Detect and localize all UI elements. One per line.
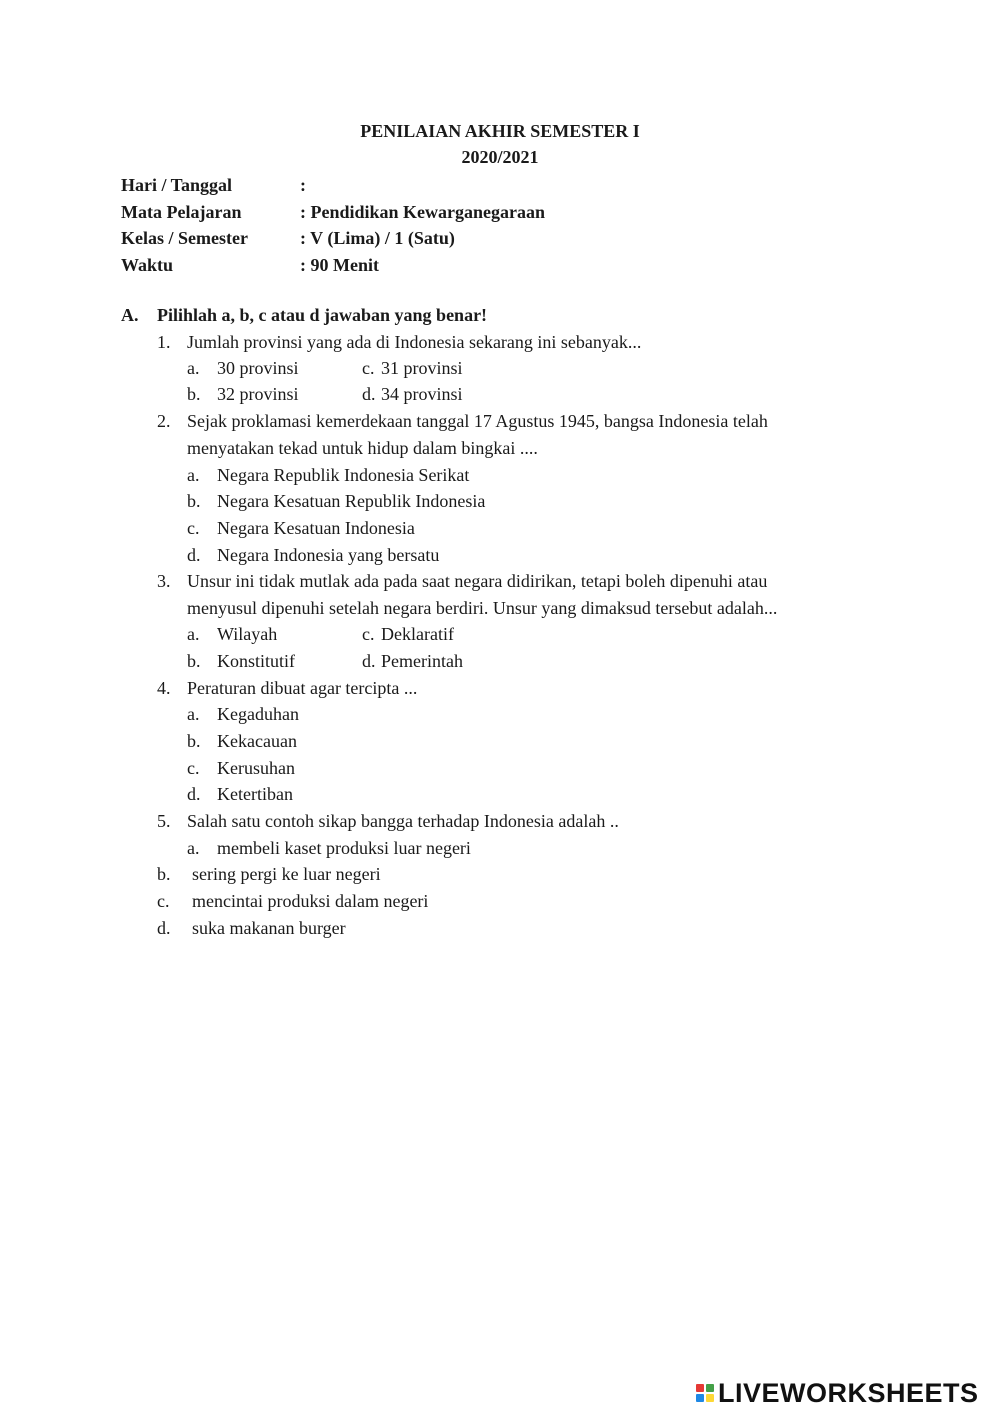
question-text: Jumlah provinsi yang ada di Indonesia sekarang ini sebanyak... [187, 332, 642, 352]
option-letter: c. [187, 758, 200, 778]
option-letter: a. [187, 838, 200, 858]
page-title: PENILAIAN AKHIR SEMESTER I [360, 121, 640, 141]
option-letter: d. [187, 784, 201, 804]
option-letter: a. [187, 704, 200, 724]
option-letter: d. [157, 918, 171, 938]
meta-value-time: : 90 Menit [300, 255, 379, 275]
option-text: 31 provinsi [381, 358, 463, 378]
option-letter: c. [362, 358, 375, 378]
option-text: Negara Indonesia yang bersatu [217, 545, 440, 565]
option-text: Deklaratif [381, 624, 454, 644]
option-letter: b. [187, 491, 201, 511]
option-text: Kegaduhan [217, 704, 299, 724]
option-letter: a. [187, 358, 200, 378]
option-letter: b. [187, 731, 201, 751]
option-text: Kekacauan [217, 731, 297, 751]
liveworksheets-logo[interactable] [696, 1378, 979, 1408]
meta-value-date: : [300, 175, 306, 195]
question-text: Peraturan dibuat agar tercipta ... [187, 678, 418, 698]
school-year: 2020/2021 [461, 147, 539, 167]
option-letter: c. [187, 518, 200, 538]
option-letter: b. [187, 384, 201, 404]
option-text: Wilayah [217, 624, 278, 644]
question-text: Unsur ini tidak mutlak ada pada saat negara didirikan, tetapi boleh dipenuhi atau [187, 571, 768, 591]
option-text: Negara Kesatuan Indonesia [217, 518, 415, 538]
question-text: menyatakan tekad untuk hidup dalam bingkai .... [187, 438, 538, 458]
logo-icon [696, 1384, 714, 1402]
section-letter: A. [121, 305, 139, 325]
meta-label-subject: Mata Pelajaran [121, 202, 242, 222]
option-text: Kerusuhan [217, 758, 295, 778]
question-text: Sejak proklamasi kemerdekaan tanggal 17 Agustus 1945, bangsa Indonesia telah [187, 411, 768, 431]
logo-square-blue [696, 1394, 704, 1402]
question-number: 5. [157, 811, 171, 831]
meta-label-time: Waktu [121, 255, 174, 275]
option-letter: b. [157, 864, 171, 884]
question-number: 3. [157, 571, 171, 591]
logo-square-yellow [706, 1394, 714, 1402]
option-text: Konstitutif [217, 651, 296, 671]
option-letter: d. [187, 545, 201, 565]
option-text: Pemerintah [381, 651, 463, 671]
option-text: sering pergi ke luar negeri [192, 864, 381, 884]
option-letter: b. [187, 651, 201, 671]
option-text: 30 provinsi [217, 358, 299, 378]
section-instruction: Pilihlah a, b, c atau d jawaban yang benar! [157, 305, 488, 325]
option-letter: a. [187, 465, 200, 485]
option-letter: c. [157, 891, 170, 911]
option-letter: d. [362, 384, 376, 404]
option-letter: a. [187, 624, 200, 644]
meta-value-class: : V (Lima) / 1 (Satu) [300, 228, 455, 248]
option-text: 34 provinsi [381, 384, 463, 404]
option-letter: c. [362, 624, 375, 644]
logo-square-red [696, 1384, 704, 1392]
option-text: Ketertiban [217, 784, 293, 804]
option-text: membeli kaset produksi luar negeri [217, 838, 471, 858]
option-text: mencintai produksi dalam negeri [192, 891, 429, 911]
question-number: 2. [157, 411, 171, 431]
question-text: menyusul dipenuhi setelah negara berdiri. Unsur yang dimaksud tersebut adalah... [187, 598, 778, 618]
option-text: 32 provinsi [217, 384, 299, 404]
option-text: Negara Kesatuan Republik Indonesia [217, 491, 486, 511]
question-text: Salah satu contoh sikap bangga terhadap Indonesia adalah .. [187, 811, 619, 831]
logo-square-green [706, 1384, 714, 1392]
meta-value-subject: : Pendidikan Kewarganegaraan [300, 202, 546, 222]
option-text: Negara Republik Indonesia Serikat [217, 465, 470, 485]
option-text: suka makanan burger [192, 918, 346, 938]
question-number: 1. [157, 332, 171, 352]
meta-label-class: Kelas / Semester [121, 228, 248, 248]
meta-label-date: Hari / Tanggal [121, 175, 233, 195]
question-number: 4. [157, 678, 171, 698]
option-letter: d. [362, 651, 376, 671]
brand-name: LIVEWORKSHEETS [718, 1377, 979, 1408]
